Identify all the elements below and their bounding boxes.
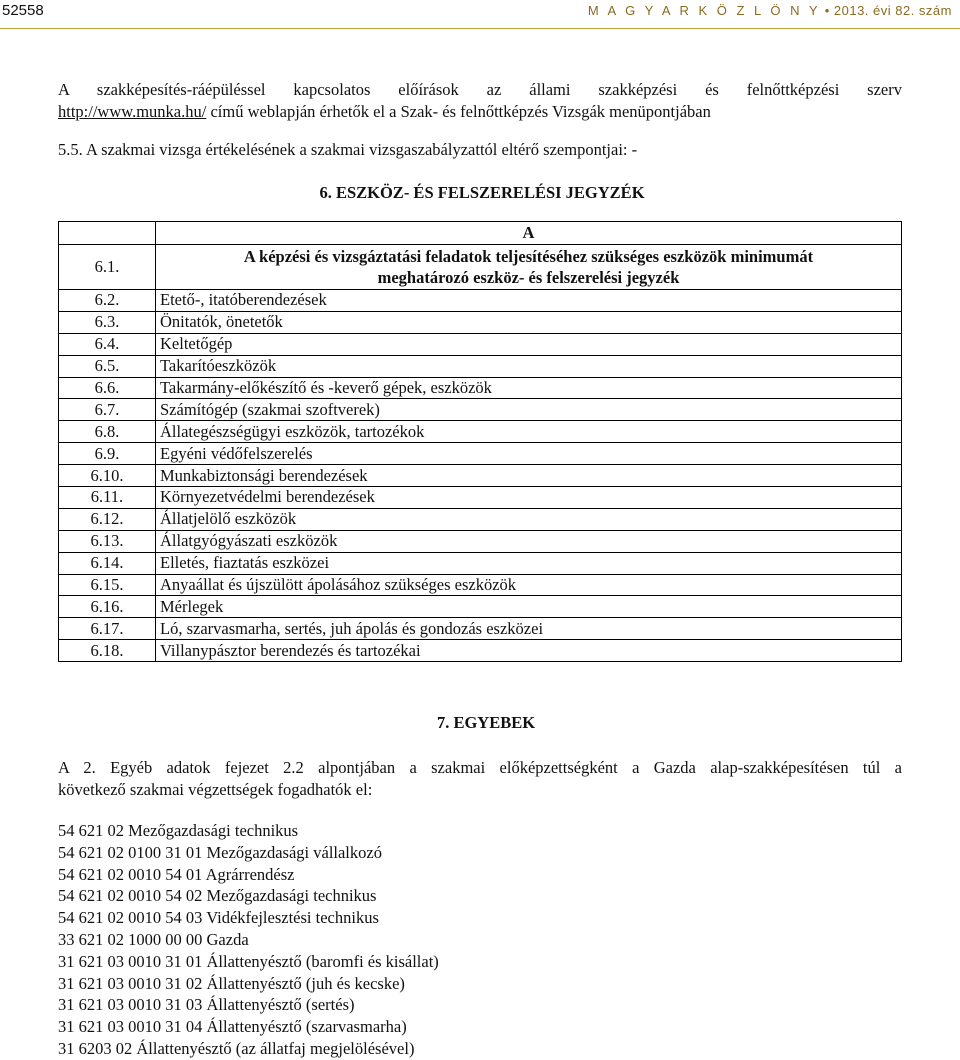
intro-line-2-rest: című weblapján érhetők el a Szak- és felnőttképzés Vizsgák menüpontjában: [206, 102, 711, 121]
list-item: 33 621 02 1000 00 00 Gazda: [58, 929, 249, 949]
row-number: 6.6.: [59, 377, 156, 399]
table-row: [59, 377, 902, 399]
list-item: 31 621 03 0010 31 04 Állattenyésztő (szarvasmarha): [58, 1017, 407, 1037]
row-number: 6.2.: [59, 290, 156, 312]
header-text-line-1: A képzési és vizsgáztatási feladatok teljesítéséhez szükséges eszközök minimumát: [243, 247, 814, 266]
column-a-header: A: [156, 222, 902, 245]
table-row: [59, 596, 902, 618]
list-item: 54 621 02 Mezőgazdasági technikus: [58, 821, 299, 840]
publication-name: M A G Y A R K Ö Z L Ö N Y: [587, 3, 821, 18]
table-row: [59, 552, 902, 574]
row-text: Mérlegek: [156, 596, 902, 618]
equipment-table: [58, 221, 902, 662]
list-item: 54 621 02 0100 31 01 Mezőgazdasági vállalkozó: [58, 842, 382, 862]
header-row-text: [156, 245, 902, 290]
list-item: 54 621 02 0010 54 01 Agrárrendész: [58, 864, 295, 884]
row-number: 6.3.: [59, 311, 156, 333]
table-corner-cell: [59, 222, 156, 245]
table-row: [59, 421, 902, 443]
page-number: 52558: [2, 2, 44, 19]
row-text: Önitatók, önetetők: [156, 311, 902, 333]
intro-paragraph: [58, 79, 902, 123]
list-item: 31 621 03 0010 31 02 Állattenyésztő (juh és kecske): [58, 973, 405, 993]
row-text: Munkabiztonsági berendezések: [156, 465, 902, 487]
table-row: [59, 530, 902, 552]
list-item: 31 621 03 0010 31 01 Állattenyésztő (baromfi és kisállat): [58, 951, 439, 971]
table-header-row: [59, 245, 902, 290]
row-number: 6.11.: [59, 487, 156, 509]
row-number: 6.12.: [59, 508, 156, 530]
section-7-paragraph: [58, 757, 902, 801]
table-row: [59, 443, 902, 465]
table-column-header-row: [59, 222, 902, 245]
table-row: [59, 355, 902, 377]
row-text: Állatjelölő eszközök: [156, 508, 902, 530]
table-row: [59, 640, 902, 662]
list-item: 54 621 02 0010 54 03 Vidékfejlesztési technikus: [58, 908, 379, 928]
table-row: [59, 290, 902, 312]
header-text-line-2: meghatározó eszköz- és felszerelési jegyzék: [377, 268, 680, 287]
row-text: Egyéni védőfelszerelés: [156, 443, 902, 465]
header-row-number: 6.1.: [59, 245, 156, 290]
table-row: [59, 333, 902, 355]
munka-hu-link[interactable]: http://www.munka.hu/: [58, 102, 207, 121]
row-number: 6.4.: [59, 333, 156, 355]
table-row: [59, 618, 902, 640]
table-row: [59, 574, 902, 596]
row-text: Anyaállat és újszülött ápolásához szükséges eszközök: [156, 574, 902, 596]
table-row: [59, 399, 902, 421]
row-number: 6.7.: [59, 399, 156, 421]
intro-line-1: A szakképesítés-ráépüléssel kapcsolatos előírások az állami szakképzési és felnőttképzési szerv: [58, 80, 902, 99]
table-row: [59, 508, 902, 530]
row-text: Takarítóeszközök: [156, 355, 902, 377]
intro-line-2: [58, 101, 902, 123]
row-number: 6.17.: [59, 618, 156, 640]
row-number: 6.9.: [59, 443, 156, 465]
row-number: 6.15.: [59, 574, 156, 596]
row-text: Ló, szarvasmarha, sertés, juh ápolás és gondozás eszközei: [156, 618, 902, 640]
row-text: Állatgyógyászati eszközök: [156, 530, 902, 552]
row-number: 6.14.: [59, 552, 156, 574]
row-number: 6.13.: [59, 530, 156, 552]
row-number: 6.18.: [59, 640, 156, 662]
row-number: 6.5.: [59, 355, 156, 377]
page-header: [0, 0, 960, 30]
section-6-title: 6. ESZKÖZ- ÉS FELSZERELÉSI JEGYZÉK: [319, 183, 645, 202]
list-item: 31 621 03 0010 31 03 Állattenyésztő (sertés): [58, 995, 355, 1015]
row-text: Villanypásztor berendezés és tartozékai: [156, 640, 902, 662]
row-number: 6.10.: [59, 465, 156, 487]
row-number: 6.8.: [59, 421, 156, 443]
row-text: Elletés, fiaztatás eszközei: [156, 552, 902, 574]
qualification-list: [58, 820, 439, 1060]
table-row: [59, 311, 902, 333]
publication-info: [588, 3, 952, 18]
section-7-line-2: következő szakmai végzettségek fogadhatók el:: [58, 780, 373, 799]
row-text: Takarmány-előkészítő és -keverő gépek, eszközök: [156, 377, 902, 399]
section-7-line-1: A 2. Egyéb adatok fejezet 2.2 alpontjában a szakmai előképzettségként a Gazda alap-szakképesítésen túl a: [58, 758, 902, 777]
row-text: Számítógép (szakmai szoftverek): [156, 399, 902, 421]
table-row: [59, 465, 902, 487]
header-rule: [0, 28, 960, 29]
table-row: [59, 487, 902, 509]
row-text: Etető-, itatóberendezések: [156, 290, 902, 312]
section-7-title: 7. EGYEBEK: [436, 713, 536, 732]
list-item: 31 6203 02 Állattenyésztő (az állatfaj megjelölésével): [58, 1038, 415, 1058]
header-bullet: •: [824, 3, 834, 18]
section-5-5: 5.5. A szakmai vizsga értékelésének a szakmai vizsgaszabályzattól eltérő szempontjai: -: [58, 140, 638, 159]
row-number: 6.16.: [59, 596, 156, 618]
row-text: Keltetőgép: [156, 333, 902, 355]
list-item: 54 621 02 0010 54 02 Mezőgazdasági technikus: [58, 886, 377, 906]
row-text: Környezetvédelmi berendezések: [156, 487, 902, 509]
row-text: Állategészségügyi eszközök, tartozékok: [156, 421, 902, 443]
issue-label: 2013. évi 82. szám: [833, 3, 952, 18]
